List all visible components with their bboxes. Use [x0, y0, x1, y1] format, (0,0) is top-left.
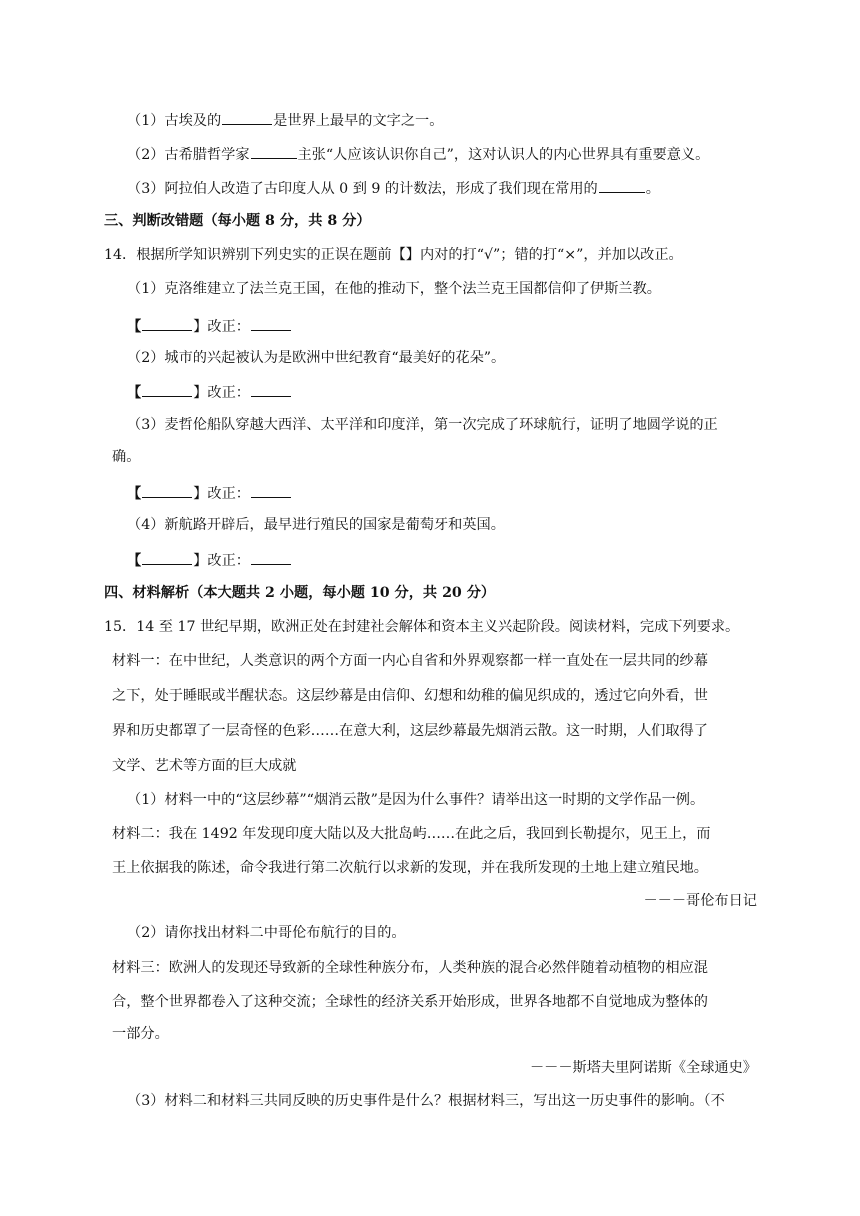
- q14-item-1: （1）克洛维建立了法兰克王国，在他的推动下，整个法兰克王国都信仰了伊斯兰教。: [127, 281, 661, 297]
- judgment-blank[interactable]: [142, 482, 192, 498]
- answer-blank[interactable]: [599, 177, 645, 193]
- q15-question-3: （3）材料二和材料三共同反映的历史事件是什么？根据材料三，写出这一历史事件的影响。（不: [127, 1093, 725, 1109]
- section-heading-3: 三、判断改错题（每小题 8 分，共 8 分）: [104, 213, 371, 229]
- material-2-line: 王上依据我的陈述，命令我进行第二次航行以求新的发现，并在我所发现的土地上建立殖民地。: [112, 860, 708, 876]
- material-1-line: 文学、艺术等方面的巨大成就: [112, 758, 297, 774]
- material-1-line: 之下，处于睡眠或半醒状态。这层纱幕是由信仰、幻想和幼稚的偏见织成的，透过它向外看，世: [112, 688, 708, 704]
- q13-item-2-prefix: （2）古希腊哲学家: [127, 147, 250, 163]
- bracket-close-label: 】改正：: [193, 385, 250, 401]
- material-1-line: 界和历史都罩了一层奇怪的色彩……在意大利，这层纱幕最先烟消云散。这一时期，人们取得了: [112, 723, 708, 739]
- q14-item-2: （2）城市的兴起被认为是欧洲中世纪教育“最美好的花朵”。: [127, 350, 506, 366]
- material-3-line: 合，整个世界都卷入了这种交流；全球性的经济关系开始形成，世界各地都不自觉地成为整体的: [112, 994, 708, 1010]
- q13-item-1-suffix: 是世界上最早的文字之一。: [273, 113, 444, 129]
- q13-item-2: [127, 143, 709, 165]
- bracket-close-label: 】改正：: [193, 319, 250, 335]
- q14-item-4: （4）新航路开辟后，最早进行殖民的国家是葡萄牙和英国。: [127, 517, 505, 533]
- q13-item-2-suffix: 主张“人应该认识你自己”，这对认识人的内心世界具有重要意义。: [297, 147, 710, 163]
- q14-item-3-cont: 确。: [112, 449, 141, 465]
- q15-stem: 15．14 至 17 世纪早期，欧洲正处在封建社会解体和资本主义兴起阶段。阅读材料，完成下列要求。: [104, 619, 740, 635]
- correction-blank[interactable]: [251, 549, 291, 565]
- section-heading-4: 四、材料解析（本大题共 2 小题，每小题 10 分，共 20 分）: [104, 585, 496, 601]
- bracket-open: 【: [127, 553, 142, 569]
- q14-answer-row-4: [127, 549, 292, 571]
- judgment-blank[interactable]: [142, 315, 192, 331]
- material-2-line: 材料二：我在 1492 年发现印度大陆以及大批岛屿……在此之后，我回到长勒提尔，见王上，而: [112, 826, 711, 842]
- bracket-close-label: 】改正：: [193, 553, 250, 569]
- correction-blank[interactable]: [251, 482, 291, 498]
- material-3-source: －－－斯塔夫里阿诺斯《全球通史》: [529, 1060, 757, 1076]
- material-2-source: －－－哥伦布日记: [643, 893, 757, 909]
- judgment-blank[interactable]: [142, 381, 192, 397]
- q13-item-3-suffix: 。: [645, 181, 660, 197]
- material-3-line: 一部分。: [112, 1026, 169, 1042]
- q14-answer-row-1: [127, 315, 292, 337]
- bracket-close-label: 】改正：: [193, 486, 250, 502]
- correction-blank[interactable]: [251, 381, 291, 397]
- bracket-open: 【: [127, 486, 142, 502]
- q14-stem: 14．根据所学知识辨别下列史实的正误在题前【】内对的打“√”；错的打“×”，并加以改正。: [104, 247, 683, 263]
- bracket-open: 【: [127, 385, 142, 401]
- answer-blank[interactable]: [222, 109, 272, 125]
- judgment-blank[interactable]: [142, 549, 192, 565]
- material-3-line: 材料三：欧洲人的发现还导致新的全球性种族分布，人类种族的混合必然伴随着动植物的相应混: [112, 960, 708, 976]
- answer-blank[interactable]: [251, 143, 297, 159]
- material-1-line: 材料一：在中世纪，人类意识的两个方面一内心自省和外界观察都一样一直处在一层共同的纱幕: [112, 653, 708, 669]
- q13-item-3: [127, 177, 660, 199]
- q14-answer-row-2: [127, 381, 292, 403]
- q14-answer-row-3: [127, 482, 292, 504]
- correction-blank[interactable]: [251, 315, 291, 331]
- q14-item-3: （3）麦哲伦船队穿越大西洋、太平洋和印度洋，第一次完成了环球航行，证明了地圆学说的正: [127, 417, 718, 433]
- q15-question-1: （1）材料一中的“这层纱幕”“烟消云散”是因为什么事件？请举出这一时期的文学作品一例。: [127, 792, 705, 808]
- q15-question-2: （2）请你找出材料二中哥伦布航行的目的。: [127, 925, 406, 941]
- q13-item-3-prefix: （3）阿拉伯人改造了古印度人从 0 到 9 的计数法，形成了我们现在常用的: [127, 181, 598, 197]
- q13-item-1-prefix: （1）古埃及的: [127, 113, 222, 129]
- bracket-open: 【: [127, 319, 142, 335]
- q13-item-1: [127, 109, 443, 131]
